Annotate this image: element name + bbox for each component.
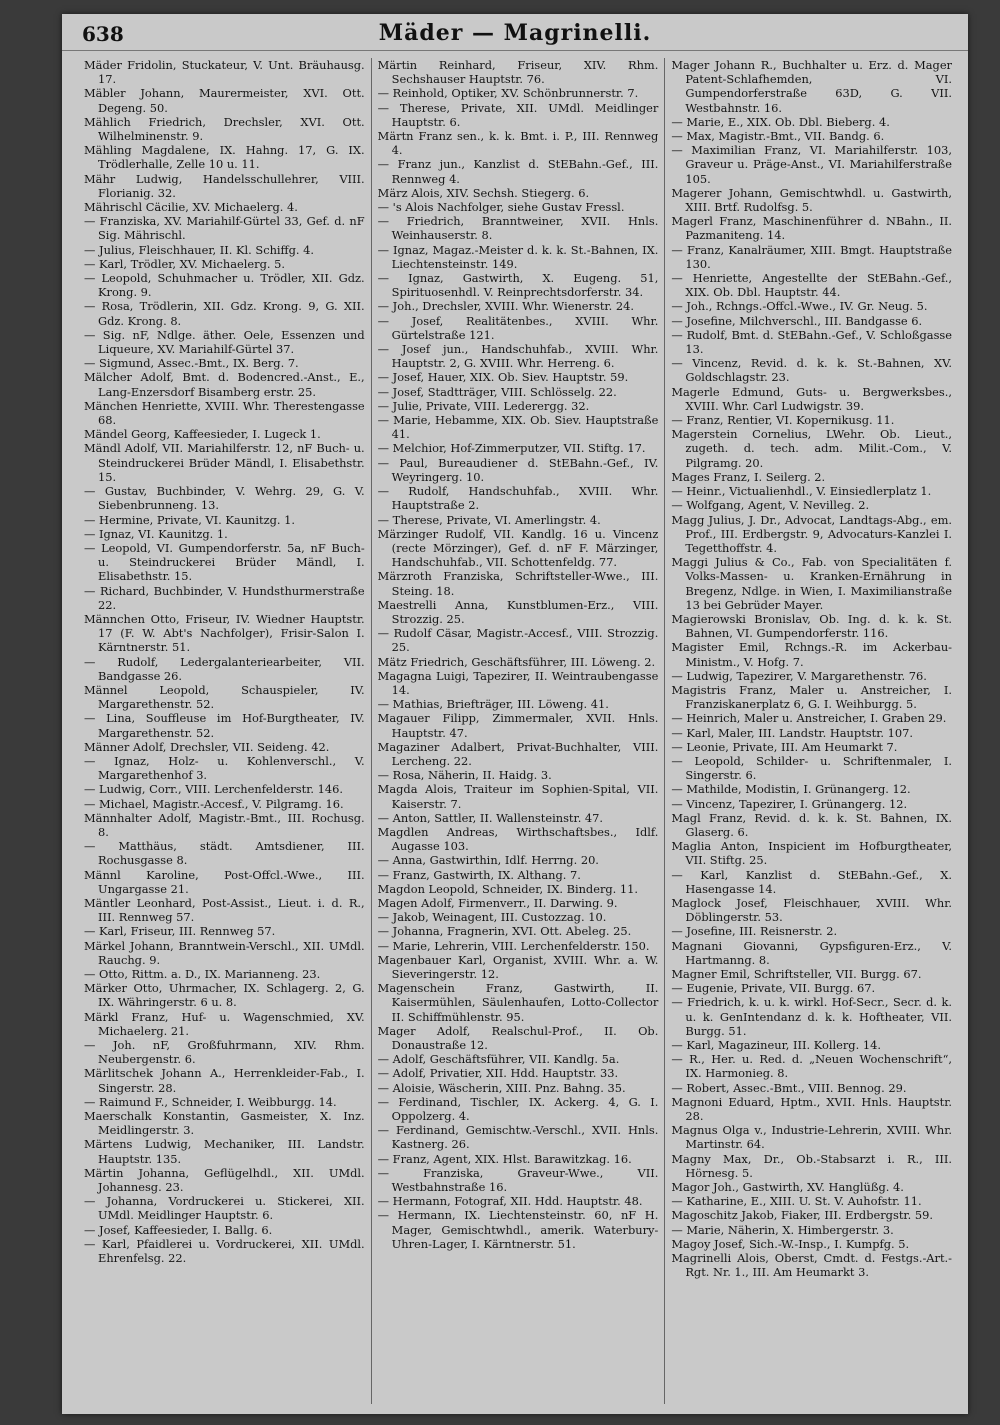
directory-entry: Männl Karoline, Post-Offcl.-Wwe., III. Ungargasse 21.	[84, 867, 365, 896]
directory-entry: — Rudolf, Handschuhfab., XVIII. Whr. Hauptstraße 2.	[377, 484, 659, 513]
directory-entry: — Heinr., Victualienhdl., V. Einsiedlerplatz 1.	[671, 484, 932, 499]
directory-entry: — Josef, Realitätenbes., XVIII. Whr. Gürtelstraße 121.	[377, 313, 659, 342]
directory-entry: — Ignaz, Holz- u. Kohlenverschl., V. Margarethenhof 3.	[84, 753, 365, 783]
directory-entry: — Julie, Private, VIII. Lederergg. 32.	[377, 398, 590, 413]
directory-entry: — Heinrich, Maler u. Anstreicher, I. Graben 29.	[671, 711, 947, 726]
directory-entry: Magerle Edmund, Guts- u. Bergwerksbes., XVIII. Whr. Carl Ludwigstr. 39.	[671, 384, 953, 413]
directory-entry: — Robert, Assec.-Bmt., VIII. Bennog. 29.	[671, 1080, 907, 1095]
directory-entry: Magrinelli Alois, Oberst, Cmdt. d. Festgs.-Art.-Rgt. Nr. 1., III. Am Heumarkt 3.	[671, 1251, 953, 1280]
directory-entry: — Rosa, Trödlerin, XII. Gdz. Krong. 9, G. XII. Gdz. Krong. 8.	[84, 299, 365, 328]
directory-entry: — Hermann, Fotograf, XII. Hdd. Hauptstr. 48.	[377, 1194, 643, 1209]
directory-entry: — Eugenie, Private, VII. Burgg. 67.	[671, 981, 876, 996]
directory-entry: — Josefine, Milchverschl., III. Bandgasse 6.	[671, 313, 923, 328]
directory-entry: — Maximilian Franz, VI. Mariahilferstr. 103, Graveur u. Präge-Anst., VI. Mariahilferstraße 105.	[671, 143, 953, 186]
directory-entry: — Marie, Näherin, X. Himbergerstr. 3.	[671, 1222, 894, 1237]
directory-entry: — Friedrich, k. u. k. wirkl. Hof-Secr., Secr. d. k. u. k. GenIntendanz d. k. k. Hoftheater, VII. Burgg. 51.	[671, 995, 953, 1038]
directory-entry: — Josef jun., Handschuhfab., XVIII. Whr. Hauptstr. 2, G. XVIII. Whr. Herreng. 6.	[377, 342, 659, 371]
directory-entry: — Franz, Gastwirth, IX. Althang. 7.	[377, 867, 581, 882]
directory-entry: — Mathilde, Modistin, I. Grünangerg. 12.	[671, 782, 911, 797]
directory-entry: Magen Adolf, Firmenverr., II. Darwing. 9.	[377, 895, 618, 910]
directory-entry: Mäder Fridolin, Stuckateur, V. Unt. Bräuhausg. 17.	[84, 58, 365, 87]
directory-entry: Magistris Franz, Maler u. Anstreicher, I. Franziskanerplatz 6, G. I. Weihburgg. 5.	[671, 682, 953, 712]
directory-entry: Magner Emil, Schriftsteller, VII. Burgg. 67.	[671, 967, 922, 981]
directory-entry: — Hermann, IX. Liechtensteinstr. 60, nF H. Mager, Gemischtwhdl., amerik. Waterbury-Uhren-Lager, I. Kärntnerstr. 51.	[377, 1208, 659, 1251]
directory-entry: — Matthäus, städt. Amtsdiener, III. Rochusgasse 8.	[84, 839, 365, 868]
directory-entry: — Rudolf Cäsar, Magistr.-Accesf., VIII. Strozzig. 25.	[377, 626, 659, 655]
directory-entry: Männer Adolf, Drechsler, VII. Seideng. 42.	[84, 739, 330, 754]
directory-entry: Märkl Franz, Huf- u. Wagenschmied, XV. Michaelerg. 21.	[84, 1009, 365, 1038]
directory-entry: — Franz, Rentier, VI. Kopernikusg. 11.	[671, 413, 895, 428]
directory-entry: Magny Max, Dr., Ob.-Stabsarzt i. R., III. Hörnesg. 5.	[671, 1151, 953, 1180]
directory-entry: Magnani Giovanni, Gypsfiguren-Erz., V. Hartmanng. 8.	[671, 938, 953, 967]
directory-entry: — Leopold, Schilder- u. Schriftenmaler, I. Singerstr. 6.	[671, 753, 953, 783]
directory-entry: — Therese, Private, XII. UMdl. Meidlinger Hauptstr. 6.	[377, 100, 659, 129]
directory-entry: Maestrelli Anna, Kunstblumen-Erz., VIII. Strozzig. 25.	[377, 597, 659, 626]
directory-entry: — Henriette, Angestellte der StEBahn.-Gef., XIX. Ob. Dbl. Hauptstr. 44.	[671, 271, 953, 300]
directory-entry: — Ludwig, Tapezirer, V. Margarethenstr. 76.	[671, 668, 927, 683]
directory-entry: — Wolfgang, Agent, V. Nevilleg. 2.	[671, 498, 870, 513]
directory-entry: — Leopold, Schuhmacher u. Trödler, XII. Gdz. Krong. 9.	[84, 271, 365, 300]
directory-entry: Mätz Friedrich, Geschäftsführer, III. Löweng. 2.	[377, 654, 656, 669]
directory-entry: — Joh., Rchngs.-Offcl.-Wwe., IV. Gr. Neug. 5.	[671, 299, 928, 314]
directory-entry: — Karl, Magazineur, III. Kollerg. 14.	[671, 1038, 881, 1053]
directory-entry: — Karl, Pfaidlerei u. Vordruckerei, XII. UMdl. Ehrenfelsg. 22.	[84, 1236, 365, 1266]
directory-entry: — Rosa, Näherin, II. Haidg. 3.	[377, 768, 552, 783]
directory-entry: Mähling Magdalene, IX. Hahng. 17, G. IX. Trödlerhalle, Zelle 10 u. 11.	[84, 143, 365, 172]
directory-entry: — Josefine, III. Reisnerstr. 2.	[671, 924, 838, 939]
column-3	[665, 58, 958, 1404]
directory-entry: — Michael, Magistr.-Accesf., V. Pilgramg. 16.	[84, 796, 344, 811]
directory-entry: — Leopold, VI. Gumpendorferstr. 5a, nF Buch- u. Steindruckerei Brüder Mändl, I. Elisabethstr. 15.	[84, 540, 365, 584]
directory-entry: Märtens Ludwig, Mechaniker, III. Landstr. Hauptstr. 135.	[84, 1137, 365, 1166]
directory-entry: — Johanna, Vordruckerei u. Stickerei, XII. UMdl. Meidlinger Hauptstr. 6.	[84, 1194, 365, 1223]
directory-entry: Magierowski Bronislav, Ob. Ing. d. k. k. St. Bahnen, VI. Gumpendorferstr. 116.	[671, 611, 953, 641]
directory-entry: — Raimund F., Schneider, I. Weibburgg. 14.	[84, 1094, 337, 1109]
directory-entry: Magda Alois, Traiteur im Sophien-Spital, VII. Kaiserstr. 7.	[377, 782, 659, 811]
directory-entry: — R., Her. u. Red. d. „Neuen Wochenschrift“, IX. Harmonieg. 8.	[671, 1052, 953, 1081]
directory-entry: — Leonie, Private, III. Am Heumarkt 7.	[671, 739, 898, 754]
directory-entry: Magdon Leopold, Schneider, IX. Binderg. 11.	[377, 881, 639, 896]
directory-entry: — Franz, Kanalräumer, XIII. Bmgt. Hauptstraße 130.	[671, 242, 953, 271]
directory-entry: — Ferdinand, Gemischtw.-Verschl., XVII. Hnls. Kastnerg. 26.	[377, 1123, 659, 1152]
directory-entry: Maglock Josef, Fleischhauer, XVIII. Whr. Döblingerstr. 53.	[671, 895, 953, 925]
directory-entry: — Friedrich, Branntweiner, XVII. Hnls. Weinhauserstr. 8.	[377, 214, 659, 243]
directory-entry: Magdlen Andreas, Wirthschaftsbes., Idlf. Augasse 103.	[377, 824, 659, 854]
directory-entry: Magerstein Cornelius, LWehr. Ob. Lieut., zugeth. d. tech. adm. Milit.-Com., V. Pilgramg. 20.	[671, 427, 953, 470]
directory-entry: — Rudolf, Ledergalanteriearbeiter, VII. Bandgasse 26.	[84, 654, 365, 683]
directory-entry: — Karl, Friseur, III. Rennweg 57.	[84, 924, 276, 939]
directory-entry: — Rudolf, Bmt. d. StEBahn.-Gef., V. Schloßgasse 13.	[671, 327, 953, 357]
directory-entry: Magg Julius, J. Dr., Advocat, Landtags-Abg., em. Prof., III. Erdbergstr. 9, Advocaturs-Kanzlei I. Tegetthoffstr. 4.	[671, 512, 953, 555]
directory-entry: Märtin Reinhard, Friseur, XIV. Rhm. Sechshauser Hauptstr. 76.	[377, 58, 659, 87]
directory-entry: — Gustav, Buchbinder, V. Wehrg. 29, G. V. Siebenbrunneng. 13.	[84, 484, 365, 513]
directory-entry: Mändel Georg, Kaffeesieder, I. Lugeck 1.	[84, 427, 321, 442]
directory-entry: Männchen Otto, Friseur, IV. Wiedner Hauptstr. 17 (F. W. Abt's Nachfolger), Frisir-Salon I. Kärntnerstr. 51.	[84, 611, 365, 655]
directory-entry: Märlitschek Johann A., Herrenkleider-Fab., I. Singerstr. 28.	[84, 1066, 365, 1095]
directory-entry: — Marie, Hebamme, XIX. Ob. Siev. Hauptstraße 41.	[377, 413, 659, 442]
directory-entry: Märtin Johanna, Geflügelhdl., XII. UMdl. Johannesg. 23.	[84, 1165, 365, 1195]
directory-entry: Märzroth Franziska, Schriftsteller-Wwe., III. Steing. 18.	[377, 569, 659, 598]
directory-entry: — Aloisie, Wäscherin, XIII. Pnz. Bahng. 35.	[377, 1080, 626, 1095]
directory-entry: Magerl Franz, Maschinenführer d. NBahn., II. Pazmaniteng. 14.	[671, 214, 953, 243]
directory-entry: — Ignaz, Magaz.-Meister d. k. k. St.-Bahnen, IX. Liechtensteinstr. 149.	[377, 242, 659, 271]
directory-entry: — Franz jun., Kanzlist d. StEBahn.-Gef., III. Rennweg 4.	[377, 157, 659, 186]
directory-entry: — Karl, Trödler, XV. Michaelerg. 5.	[84, 256, 286, 271]
directory-entry: — Paul, Bureaudiener d. StEBahn.-Gef., IV. Weyringerg. 10.	[377, 455, 659, 484]
directory-entry: Mager Johann R., Buchhalter u. Erz. d. Mager Patent-Schlafhemden, VI. Gumpendorferstraße 63D, G. VII. Westbahnstr. 16.	[671, 58, 953, 115]
directory-entry: Mändl Adolf, VII. Mariahilferstr. 12, nF Buch- u. Steindruckerei Brüder Mändl, I. Elisabethstr. 15.	[84, 441, 365, 484]
directory-entry: — Ignaz, VI. Kaunitzg. 1.	[84, 526, 228, 541]
directory-entry: — Franz, Agent, XIX. Hlst. Barawitzkag. 16.	[377, 1151, 632, 1166]
directory-entry: — Max, Magistr.-Bmt., VII. Bandg. 6.	[671, 129, 885, 144]
directory-entry: Magnoni Eduard, Hptm., XVII. Hnls. Hauptstr. 28.	[671, 1094, 953, 1124]
directory-entry: — Vincenz, Revid. d. k. k. St.-Bahnen, XV. Goldschlagstr. 23.	[671, 356, 953, 385]
directory-entry: März Alois, XIV. Sechsh. Stiegerg. 6.	[377, 185, 590, 200]
directory-entry: — Mathias, Briefträger, III. Löweng. 41.	[377, 697, 609, 712]
directory-entry: Magenbauer Karl, Organist, XVIII. Whr. a. W. Sieveringerstr. 12.	[377, 952, 659, 981]
directory-entry: Märtn Franz sen., k. k. Bmt. i. P., III. Rennweg 4.	[377, 129, 659, 158]
directory-entry: Magor Joh., Gastwirth, XV. Hanglüßg. 4.	[671, 1180, 904, 1195]
directory-entry: — Julius, Fleischhauer, II. Kl. Schiffg. 4.	[84, 242, 315, 257]
directory-entry: Märker Otto, Uhrmacher, IX. Schlagerg. 2, G. IX. Währingerstr. 6 u. 8.	[84, 981, 365, 1010]
directory-entry: Mäntler Leonhard, Post-Assist., Lieut. i. d. R., III. Rennweg 57.	[84, 895, 365, 925]
directory-entry: Mähr Ludwig, Handelsschullehrer, VIII. Florianig. 32.	[84, 171, 365, 200]
directory-entry: Maglia Anton, Inspicient im Hofburgtheater, VII. Stiftg. 25.	[671, 839, 953, 868]
directory-entry: Märkel Johann, Branntwein-Verschl., XII. UMdl. Rauchg. 9.	[84, 938, 365, 967]
directory-entry: — Adolf, Geschäftsführer, VII. Kandlg. 5a.	[377, 1052, 620, 1067]
column-2	[372, 58, 666, 1404]
directory-entry: Magister Emil, Rchngs.-R. im Ackerbau-Ministm., V. Hofg. 7.	[671, 640, 953, 669]
directory-entry: — 's Alois Nachfolger, siehe Gustav Fressl.	[377, 200, 625, 215]
directory-entry: Mäbler Johann, Maurermeister, XVI. Ott. Degeng. 50.	[84, 86, 365, 115]
directory-entry: — Johanna, Fragnerin, XVI. Ott. Abeleg. 25.	[377, 924, 632, 939]
directory-entry: Mährischl Cäcilie, XV. Michaelerg. 4.	[84, 200, 298, 215]
directory-entry: — Ludwig, Corr., VIII. Lerchenfelderstr. 146.	[84, 782, 344, 797]
directory-entry: — Sig. nF, Ndlge. äther. Oele, Essenzen und Liqueure, XV. Mariahilf-Gürtel 37.	[84, 327, 365, 357]
directory-entry: Mälcher Adolf, Bmt. d. Bodencred.-Anst., E., Lang-Enzersdorf Bisamberg erstr. 25.	[84, 370, 365, 399]
directory-entry: Maggi Julius & Co., Fab. von Specialitäten f. Volks-Massen- u. Kranken-Ernährung in Bregenz, Ndlge. in Wien, I. Maximilianstraße 13 bei Gebrüder Mayer.	[671, 555, 953, 612]
directory-entry: Mählich Friedrich, Drechsler, XVI. Ott. Wilhelminenstr. 9.	[84, 114, 365, 144]
directory-entry: — Reinhold, Optiker, XV. Schönbrunnerstr. 7.	[377, 86, 639, 101]
directory-entry: — Franziska, Graveur-Wwe., VII. Westbahnstraße 16.	[377, 1165, 659, 1195]
directory-entry: Maerschalk Konstantin, Gasmeister, X. Inz. Meidlingerstr. 3.	[84, 1109, 365, 1138]
directory-entry: Magnus Olga v., Industrie-Lehrerin, XVIII. Whr. Martinstr. 64.	[671, 1123, 953, 1152]
directory-entry: Magerer Johann, Gemischtwhdl. u. Gastwirth, XIII. Brtf. Rudolfsg. 5.	[671, 185, 953, 215]
directory-entry: — Josef, Hauer, XIX. Ob. Siev. Hauptstr. 59.	[377, 370, 629, 385]
directory-entry: Männhalter Adolf, Magistr.-Bmt., III. Rochusg. 8.	[84, 810, 365, 839]
directory-entry: — Sigmund, Assec.-Bmt., IX. Berg. 7.	[84, 356, 299, 371]
directory-entry: Magoschitz Jakob, Fiaker, III. Erdbergstr. 59.	[671, 1208, 933, 1223]
directory-entry: — Joh., Drechsler, XVIII. Whr. Wienerstr. 24.	[377, 299, 634, 314]
directory-entry: Magenschein Franz, Gastwirth, II. Kaisermühlen, Säulenhaufen, Lotto-Collector II. Schiffmühlenstr. 95.	[377, 981, 659, 1024]
directory-entry: — Anna, Gastwirthin, Idlf. Herrng. 20.	[377, 853, 599, 868]
directory-entry: — Hermine, Private, VI. Kaunitzg. 1.	[84, 512, 295, 527]
running-head: Mäder — Magrinelli.	[378, 20, 652, 46]
directory-entry: Magaziner Adalbert, Privat-Buchhalter, VIII. Lercheng. 22.	[377, 739, 659, 768]
page-header	[62, 14, 968, 51]
directory-entry: — Karl, Maler, III. Landstr. Hauptstr. 107.	[671, 725, 913, 740]
directory-entry: — Ignaz, Gastwirth, X. Eugeng. 51, Spirituosenhdl. V. Reinprechtsdorferstr. 34.	[377, 271, 659, 300]
directory-entry: — Ferdinand, Tischler, IX. Ackerg. 4, G. I. Oppolzerg. 4.	[377, 1094, 659, 1124]
directory-entry: — Katharine, E., XIII. U. St. V. Auhofstr. 11.	[671, 1194, 922, 1209]
page-number: 638	[82, 22, 124, 46]
directory-entry: — Josef, Kaffeesieder, I. Ballg. 6.	[84, 1222, 273, 1237]
directory-entry: Mänchen Henriette, XVIII. Whr. Therestengasse 68.	[84, 398, 365, 428]
directory-page	[62, 14, 968, 1414]
directory-entry: — Josef, Stadtträger, VIII. Schlösselg. 22.	[377, 384, 617, 399]
directory-entry: — Melchior, Hof-Zimmerputzer, VII. Stiftg. 17.	[377, 441, 646, 456]
directory-entry: Magl Franz, Revid. d. k. k. St. Bahnen, IX. Glaserg. 6.	[671, 810, 953, 839]
directory-entry: Märzinger Rudolf, VII. Kandlg. 16 u. Vincenz (recte Mörzinger), Gef. d. nF F. Märzinger, Handschuhfab., VII. Schottenfeldg. 77.	[377, 526, 659, 570]
columns	[78, 58, 958, 1404]
directory-entry: — Karl, Kanzlist d. StEBahn.-Gef., X. Hasengasse 14.	[671, 867, 953, 896]
directory-entry: — Therese, Private, VI. Amerlingstr. 4.	[377, 512, 601, 527]
directory-entry: Mager Adolf, Realschul-Prof., II. Ob. Donaustraße 12.	[377, 1023, 659, 1053]
directory-entry: Magauer Filipp, Zimmermaler, XVII. Hnls. Hauptstr. 47.	[377, 711, 659, 740]
directory-entry: — Jakob, Weinagent, III. Custozzag. 10.	[377, 910, 607, 925]
directory-entry: Mages Franz, I. Seilerg. 2.	[671, 469, 826, 484]
directory-entry: — Vincenz, Tapezirer, I. Grünangerg. 12.	[671, 796, 908, 811]
directory-entry: Männel Leopold, Schauspieler, IV. Margarethenstr. 52.	[84, 682, 365, 712]
directory-entry: — Joh. nF, Großfuhrmann, XIV. Rhm. Neubergenstr. 6.	[84, 1038, 365, 1067]
directory-entry: Magoy Josef, Sich.-W.-Insp., I. Kumpfg. 5.	[671, 1236, 910, 1251]
directory-entry: — Franziska, XV. Mariahilf-Gürtel 33, Gef. d. nF Sig. Mährischl.	[84, 214, 365, 243]
directory-entry: — Marie, Lehrerin, VIII. Lerchenfelderstr. 150.	[377, 938, 650, 953]
column-1	[78, 58, 372, 1404]
directory-entry: Magagna Luigi, Tapezirer, II. Weintraubengasse 14.	[377, 668, 659, 697]
directory-entry: — Lina, Souffleuse im Hof-Burgtheater, IV. Margarethenstr. 52.	[84, 711, 365, 740]
directory-entry: — Marie, E., XIX. Ob. Dbl. Bieberg. 4.	[671, 114, 890, 129]
directory-entry: — Adolf, Privatier, XII. Hdd. Hauptstr. 33.	[377, 1066, 619, 1081]
directory-entry: — Otto, Rittm. a. D., IX. Marianneng. 23.	[84, 967, 321, 981]
directory-entry: — Anton, Sattler, II. Wallensteinstr. 47.	[377, 810, 604, 825]
directory-entry: — Richard, Buchbinder, V. Hundsthurmerstraße 22.	[84, 583, 365, 612]
